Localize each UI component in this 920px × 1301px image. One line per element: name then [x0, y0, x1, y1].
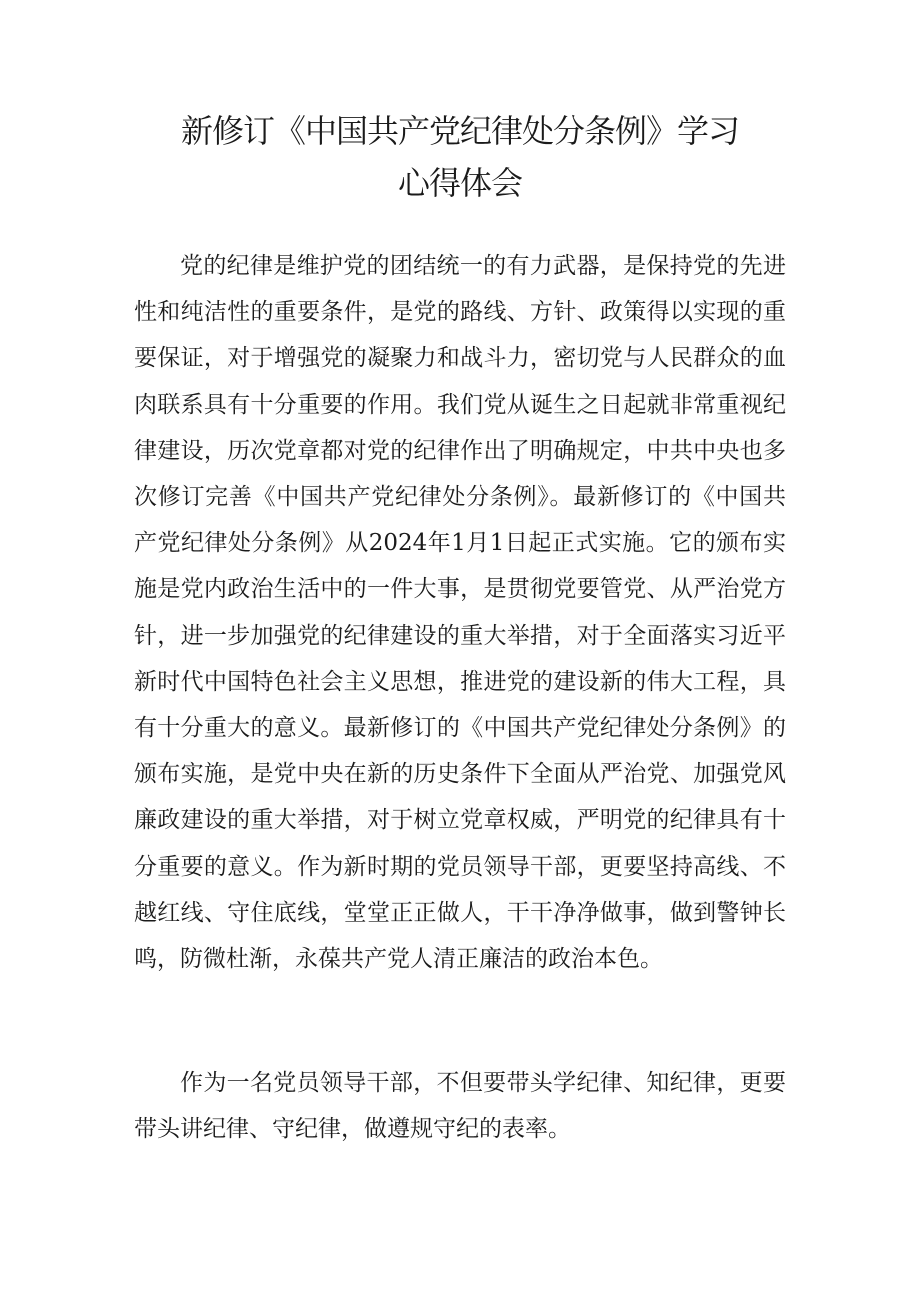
- document-title-line-1: 新修订《中国共产党纪律处分条例》学习: [180, 112, 739, 150]
- body-paragraph-1: 党的纪律是维护党的团结统一的有力武器，是保持党的先进性和纯洁性的重要条件，是党的路线、方针、政策得以实现的重要保证，对于增强党的凝聚力和战斗力，密切党与人民群众的血肉联系具有十分重要的作用。我们党从诞生之日起就非常重视纪律建设，历次党章都对党的纪律作出了明确规定，中共中央也多次修订完善《中国共产党纪律处分条例》。最新修订的《中国共产党纪律处分条例》从2024年1月1日起正式实施。它的颁布实施是党内政治生活中的一件大事，是贯彻党要管党、从严治党方针，进一步加强党的纪律建设的重大举措，对于全面落实习近平新时代中国特色社会主义思想，推进党的建设新的伟大工程，具有十分重大的意义。最新修订的《中国共产党纪律处分条例》的颁布实施，是党中央在新的历史条件下全面从严治党、加强党风廉政建设的重大举措，对于树立党章权威，严明党的纪律具有十分重要的意义。作为新时期的党员领导干部，更要坚持高线、不越红线、守住底线，堂堂正正做人，干干净净做事，做到警钟长鸣，防微杜渐，永葆共产党人清正廉洁的政治本色。: [134, 253, 786, 973]
- document-title-line-2: 心得体会: [397, 164, 522, 202]
- body-paragraph-2: 作为一名党员领导干部，不但要带头学纪律、知纪律，更要带头讲纪律、守纪律，做遵规守纪的表率。: [134, 1070, 786, 1143]
